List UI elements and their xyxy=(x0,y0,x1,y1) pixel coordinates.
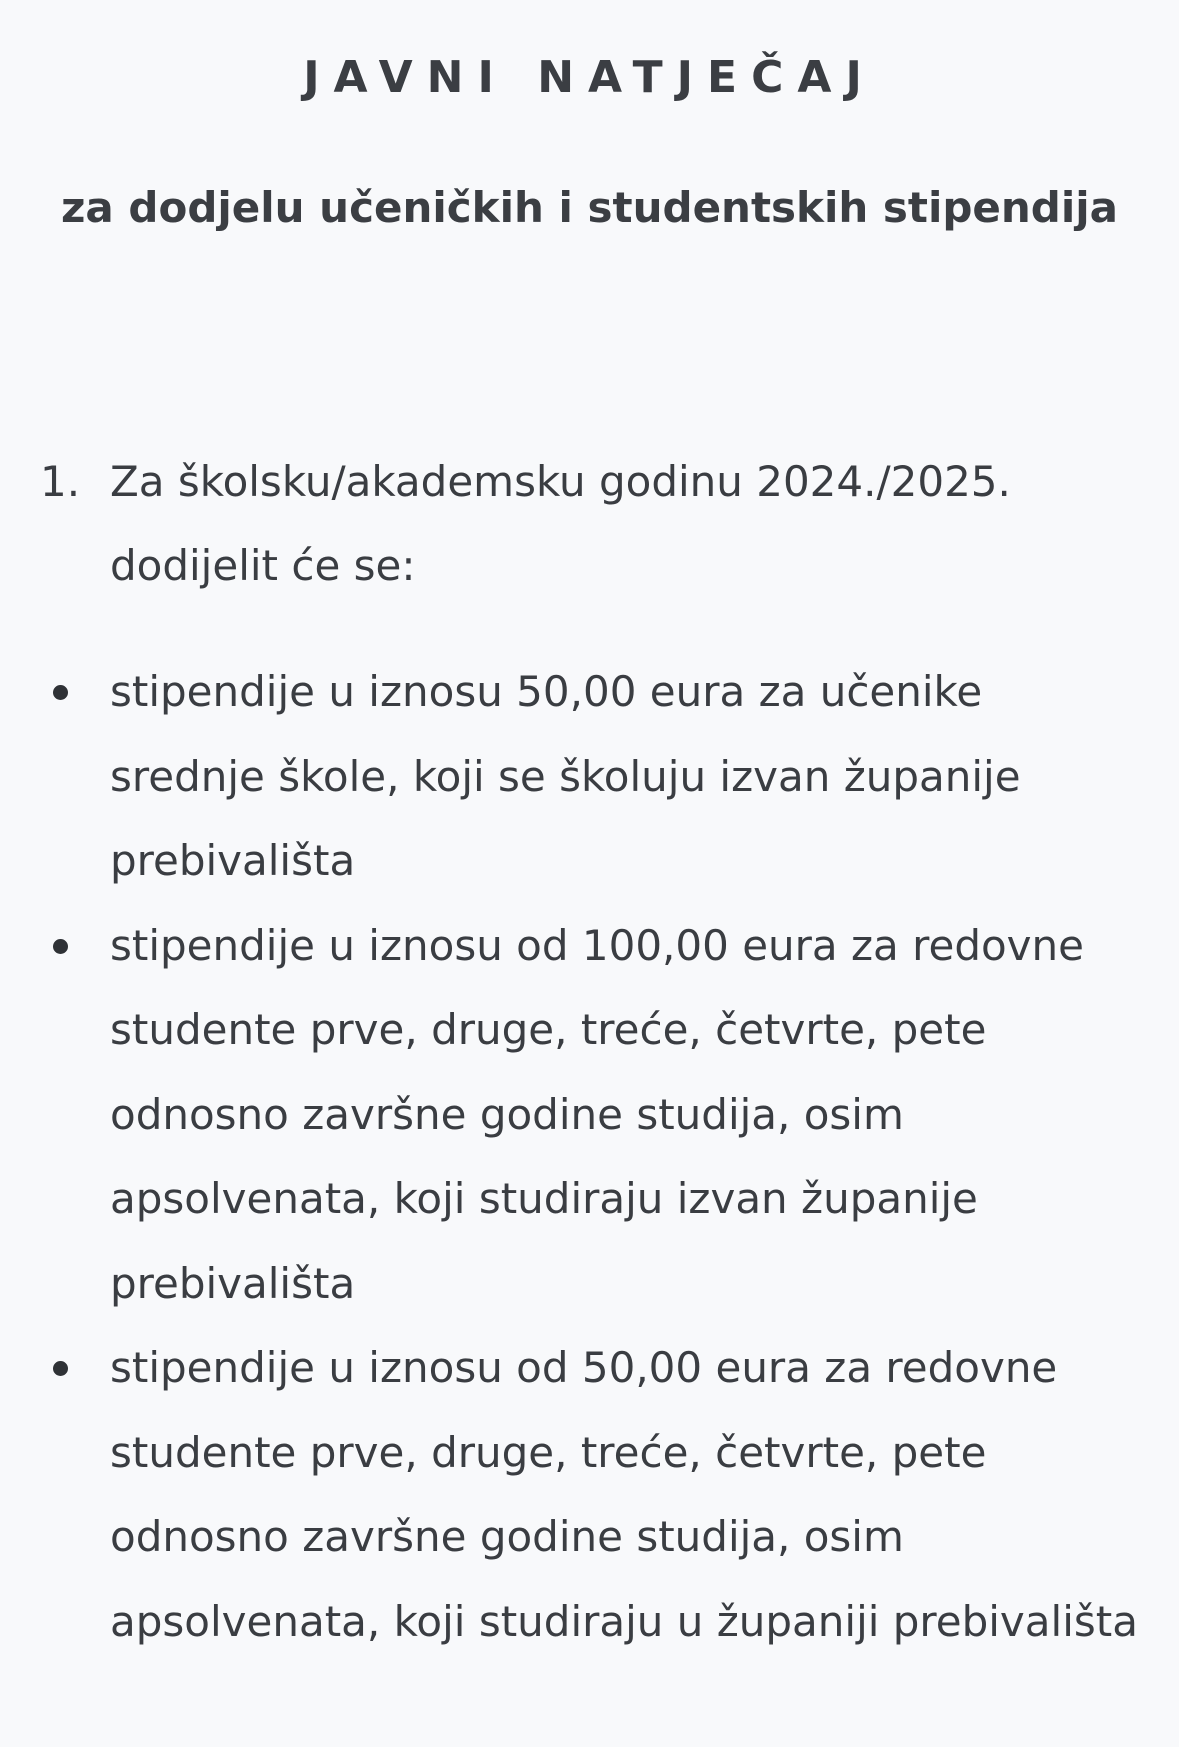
bullet-icon xyxy=(53,685,68,700)
list-number: 1. xyxy=(40,457,81,506)
bullet-list xyxy=(40,650,1140,1664)
numbered-item-text: Za školsku/akademsku godinu 2024./2025. dodijelit će se: xyxy=(110,457,1011,590)
bullet-text: stipendije u iznosu 50,00 eura za učenike srednje škole, koji se školuju izvan županije prebivališta xyxy=(110,667,1021,885)
bullet-icon xyxy=(53,939,68,954)
list-item xyxy=(40,904,1140,1327)
list-item xyxy=(40,1326,1140,1664)
document-subtitle: za dodjelu učeničkih i studentskih stipendija xyxy=(60,183,1118,232)
bullet-icon xyxy=(53,1361,68,1376)
list-item xyxy=(40,650,1140,904)
bullet-text: stipendije u iznosu od 50,00 eura za redovne studente prve, druge, treće, četvrte, pete odnosno završne godine studija, osim apsolvenata, koji studiraju u županiji prebivališta xyxy=(110,1343,1138,1646)
document-title: JAVNI NATJEČAJ xyxy=(303,52,876,103)
bullet-text: stipendije u iznosu od 100,00 eura za redovne studente prve, druge, treće, četvrte, pete odnosno završne godine studija, osim apsolvenata, koji studiraju izvan županije prebivališta xyxy=(110,920,1084,1308)
